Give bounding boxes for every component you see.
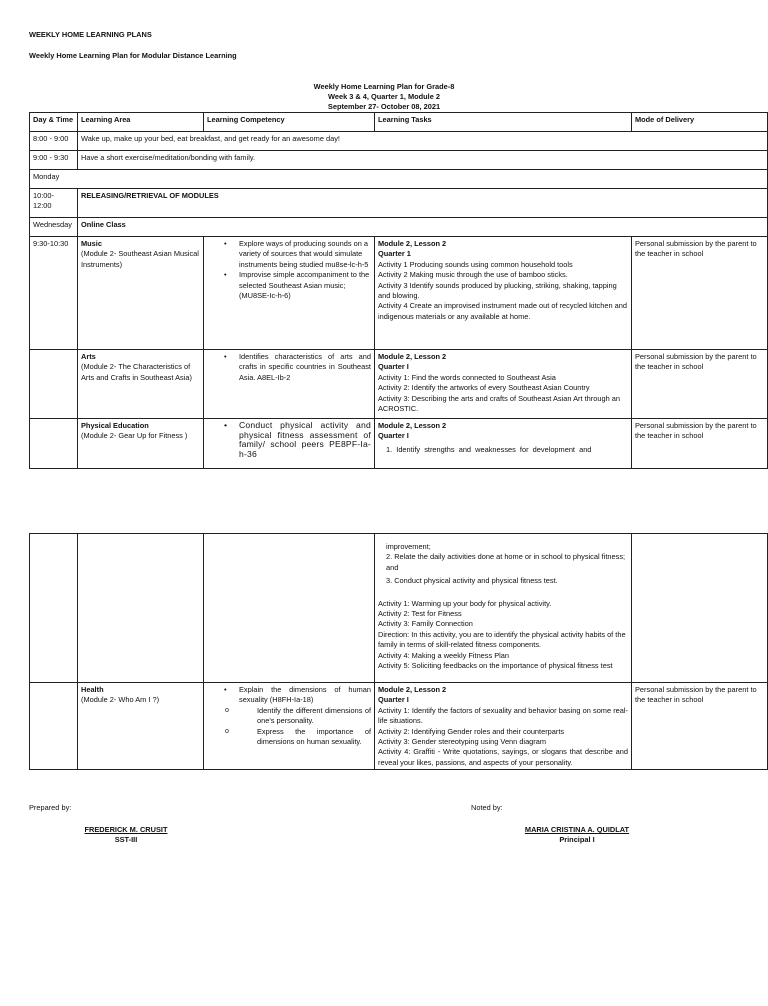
cell-activity: Wake up, make up your bed, eat breakfast, and get ready for an awesome day! [78,132,768,151]
noter-name: MARIA CRISTINA A. QUIDLAT [524,825,630,834]
cell-competency [204,237,375,350]
cell-competency [204,534,375,683]
table-row-pe-continued [30,534,768,683]
competency-item: • Conduct physical activity and physical fitness assessment of family/ school peers PE8PF-Ia-h-36 [207,421,371,459]
cell-mode: Personal submission by the parent to the teacher in school [632,237,768,350]
cell-day: Wednesday [30,218,78,237]
cell-area [78,534,204,683]
area-title: Health [81,685,104,694]
cell-activity: Online Class [78,218,768,237]
activity-item: Activity 3: Family Connection [378,619,473,629]
competency-item: • Explain the dimensions of human sexuality (H8FH-Ia-18) [207,685,371,706]
task-heading: Module 2, Lesson 2 [378,239,447,248]
task-item: Activity 3: Gender stereotyping using Venn diagram [378,737,547,747]
table-row-monday [30,170,768,189]
task-quarter: Quarter I [378,431,409,441]
cell-mode: Personal submission by the parent to the teacher in school [632,683,768,770]
task-heading: Module 2, Lesson 2 [378,352,447,361]
task-item: 1. Identify strengths and weaknesses for development and [386,444,592,454]
cell-time [30,534,78,683]
header-day-time: Day & Time [30,113,78,132]
preparer-title: SST-III [114,835,138,844]
cell-time [30,419,78,469]
cell-time [30,350,78,419]
table-row-arts [30,350,768,419]
noter-title: Principal I [559,835,595,844]
cell-tasks [375,237,632,350]
area-title: Physical Education [81,421,149,430]
doc-heading: WEEKLY HOME LEARNING PLANS [29,30,152,39]
header-mode-of-delivery: Mode of Delivery [632,113,768,132]
header-learning-competency: Learning Competency [204,113,375,132]
noted-by-label: Noted by: [471,803,503,812]
cell-time: 9:00 - 9:30 [30,151,78,170]
cell-competency [204,350,375,419]
task-item: Activity 3: Describing the arts and crafts of Southeast Asian Art through an ACROSTIC. [378,393,620,414]
header-learning-area: Learning Area [78,113,204,132]
task-item: 2. Relate the daily activities done at home or in school to physical fitness; and [386,552,626,572]
area-title: Music [81,239,102,248]
area-subtitle: (Module 2- Who Am I ?) [81,695,160,705]
table-row-wednesday [30,218,768,237]
cell-area [78,237,204,350]
cell-time: 9:30-10:30 [30,237,78,350]
task-item: Activity 2 Making music through the use of bamboo sticks. [378,270,568,280]
competency-subitem: o Identify the different dimensions of one's personality. [207,706,371,727]
task-quarter: Quarter I [378,362,409,372]
area-subtitle: (Module 2- Gear Up for Fitness ) [81,431,188,441]
cell-time [30,683,78,770]
competency-item: • Identifies characteristics of arts and crafts in specific countries in Southeast Asia. A8EL-Ib-2 [207,352,371,383]
area-title: Arts [81,352,96,361]
preparer-name: FREDERICK M. CRUSIT [84,825,168,834]
doc-subheading: Weekly Home Learning Plan for Modular Distance Learning [29,51,237,60]
activity-item: Activity 5: Soliciting feedbacks on the importance of physical fitness test [378,661,613,671]
task-item: Activity 4 Create an improvised instrument made out of recycled kitchen and indigenous materials or any available at home. [378,301,627,321]
cell-time: 8:00 - 9:00 [30,132,78,151]
prepared-by-label: Prepared by: [29,803,72,812]
table-header-row [30,113,768,132]
activity-item: Activity 1: Warming up your body for physical activity. [378,598,552,608]
plan-dates: September 27- October 08, 2021 [327,102,441,111]
learning-plan-table [29,112,768,469]
learning-plan-table-continued [29,533,768,770]
table-row-health [30,683,768,770]
cell-area [78,350,204,419]
table-row-exercise [30,151,768,170]
cell-area [78,419,204,469]
cell-day: Monday [30,170,768,189]
cell-activity: RELEASING/RETRIEVAL OF MODULES [78,189,768,218]
cell-mode: Personal submission by the parent to the teacher in school [632,350,768,419]
task-heading: Module 2, Lesson 2 [378,421,447,430]
task-item: Activity 1 Producing sounds using common household tools [378,259,573,269]
header-learning-tasks: Learning Tasks [375,113,632,132]
task-item: improvement; [386,542,431,551]
table-row-release [30,189,768,218]
area-subtitle: (Module 2- The Characteristics of Arts and Crafts in Southeast Asia) [81,362,192,382]
task-item: Activity 1: Identify the factors of sexuality and behavior basing on some real-life situations. [378,705,628,726]
cell-tasks [375,350,632,419]
cell-tasks [375,683,632,770]
cell-mode [632,534,768,683]
table-row-pe [30,419,768,469]
activity-item: Activity 2: Test for Fitness [378,609,462,619]
cell-mode: Personal submission by the parent to the teacher in school [632,419,768,469]
task-item: Activity 1: Find the words connected to Southeast Asia [378,372,556,382]
activity-item: Activity 4: Making a weekly Fitness Plan [378,650,510,660]
competency-item: • Explore ways of producing sounds on a variety of sources that would simulate instruments being studied mu8se-lc-h-5 [207,239,371,270]
task-heading: Module 2, Lesson 2 [378,685,447,694]
cell-competency [204,419,375,469]
cell-competency [204,683,375,770]
table-row-music [30,237,768,350]
competency-item: • Improvise simple accompaniment to the selected Southeast Asian music; (MU8SE-Ic-h-6) [207,270,371,301]
area-subtitle: (Module 2- Southeast Asian Musical Instruments) [81,249,199,269]
plan-title: Weekly Home Learning Plan for Grade-8 [313,82,455,91]
cell-time: 10:00- 12:00 [30,189,78,218]
task-item: Activity 4: Graffiti - Write quotations, sayings, or slogans that describe and reveal your likes, passions, and aspects of your personality. [378,747,628,767]
table-row-wake [30,132,768,151]
task-item: Activity 2: Identify the artworks of every Southeast Asian Country [378,383,590,393]
cell-tasks [375,534,632,683]
task-quarter: Quarter I [378,695,409,705]
task-item: 3. Conduct physical activity and physical fitness test. [386,576,558,586]
competency-subitem: o Express the importance of dimensions on human sexuality. [207,727,371,748]
activity-direction: Direction: In this activity, you are to identify the physical activity habits of the family in terms of skill-related fitness components. [378,629,626,650]
task-quarter: Quarter 1 [378,249,411,259]
cell-activity: Have a short exercise/meditation/bonding with family. [78,151,768,170]
task-item: Activity 2: Identifying Gender roles and their counterparts [378,726,565,736]
plan-week: Week 3 & 4, Quarter 1, Module 2 [328,92,440,101]
task-item: Activity 3 Identify sounds produced by plucking, striking, shaking, tapping and blowing. [378,280,617,301]
cell-tasks [375,419,632,469]
cell-area [78,683,204,770]
